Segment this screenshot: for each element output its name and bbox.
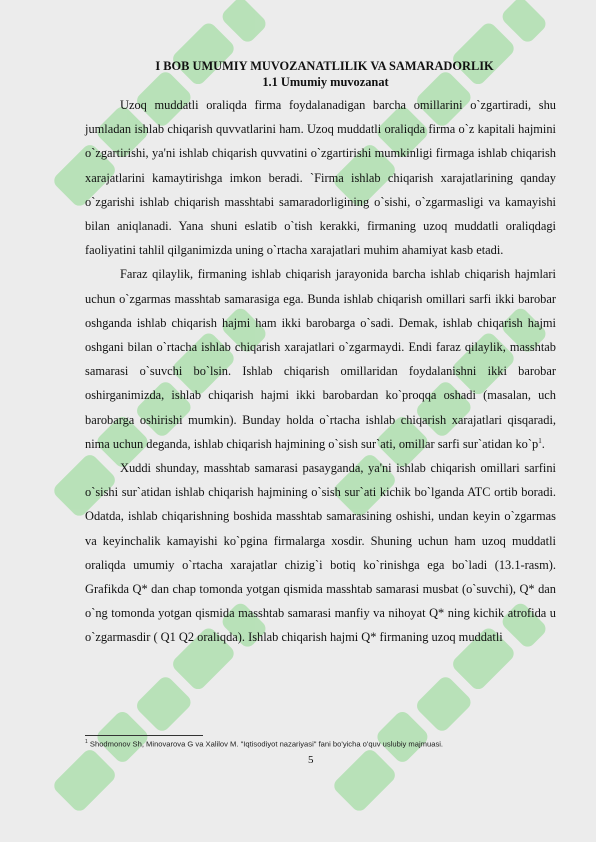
page-content [85, 58, 556, 650]
footnote-text: Shodmonov Sh, Minovarova G va Xalilov M. "Iqtisodiyot nazariyasi" fani bo'yicha o'quv uslubiy majmuasi. [89, 739, 444, 749]
footnote [85, 739, 565, 749]
footnote-separator [85, 735, 203, 736]
paragraph-2-text: Faraz qilaylik, firmaning ishlab chiqarish jarayonida barcha ishlab chiqarish hajmlari uchun o`zgarmas masshtab samarasiga ega. Bunda ishlab chiqarish omillari sarfi ikki barobar oshganda ishlab chiqarish hajmi ham ikki barobarga o`sadi. Demak, ishlab chiqarish hajmi oshgani bilan o`rtacha ishlab chiqarish xarajatlari o`zgarmaydi. Endi faraz qilaylik, masshtab samarasi o`suvchi bo`lsin. Ishlab chiqarish omillaridan foydalanishni ikki barobar oshirganimizda, ishlab chiqarish hajmi ikki barobardan ko`proqqa oshadi (masalan, uch barobarga oshirishi mumkin). Bunday holda o`rtacha ishlab chiqarish xarajatlari qisqaradi, nima uchun deganda, ishlab chiqarish hajmining o`sish sur`ati, omillar sarfi sur`atidan ko`p [85, 267, 556, 451]
paragraph-1: Uzoq muddatli oraliqda firma foydalanadigan barcha omillarini o`zgartiradi, shu jumladan ishlab chiqarish quvvatlarini ham. Uzoq muddatli oraliqda firma o`z kapitali hajmini o`zgartirishi, ya'ni ishlab chiqarish quvvatini o`zgartirishi mumkinligi firmaga ishlab chiqarish xarajatlarini kamaytirishga imkon beradi. `Firma ishlab chiqarish xarajatlarining qanday o`zgarishi ishlab chiqarish masshtabi samaradorligining o`sishi, o`zgarmasligi va kamayishi bilan aniqlanadi. Yana shuni eslatib o`tish kerakki, firmaning uzoq muddatli oraliqdagi faoliyatini tahlil qilganimizda uning o`rtacha xarajatlari muhim ahamiyat kasb etadi. [85, 98, 556, 258]
paragraph-3: Xuddi shunday, masshtab samarasi pasayganda, ya'ni ishlab chiqarish omillari sarfini o`sishi sur`atidan ishlab chiqarish hajmining o`sish sur`ati kichik bo`lganda ATC ortib boradi. Odatda, ishlab chiqarishning boshida masshtab samarasining oshishi, undan keyin o`zgarmas va keyinchalik kamayishi ko`pgina firmalarga xosdir. Shuning uchun ham uzoq muddatli oraliqda umumiy o`rtacha xarajatlar chizig`i botiq ko`rinishga ega bo`ladi (13.1-rasm). Grafikda Q* dan chap tomonda yotgan qismida masshtab samarasi musbat (o`suvchi), Q* dan o`ng tomonda yotgan qismida masshtab samarasi manfiy va nihoyat Q* ning kichik atrofida u o`zgarmasdir ( Q1 Q2 oraliqda). Ishlab chiqarish hajmi Q* firmaning uzoq muddatli [85, 461, 556, 645]
paragraph-2 [85, 262, 556, 456]
footnote-marker: 1 [85, 739, 88, 745]
footnote-reference[interactable]: 1 [538, 436, 542, 445]
chapter-title: I BOB UMUMIY MUVOZANATLILIK VA SAMARADORLIK [155, 59, 494, 73]
paragraph-2-end: . [541, 436, 545, 451]
page-number: 5 [308, 754, 314, 766]
section-title: 1.1 Umumiy muvozanat [262, 75, 389, 89]
